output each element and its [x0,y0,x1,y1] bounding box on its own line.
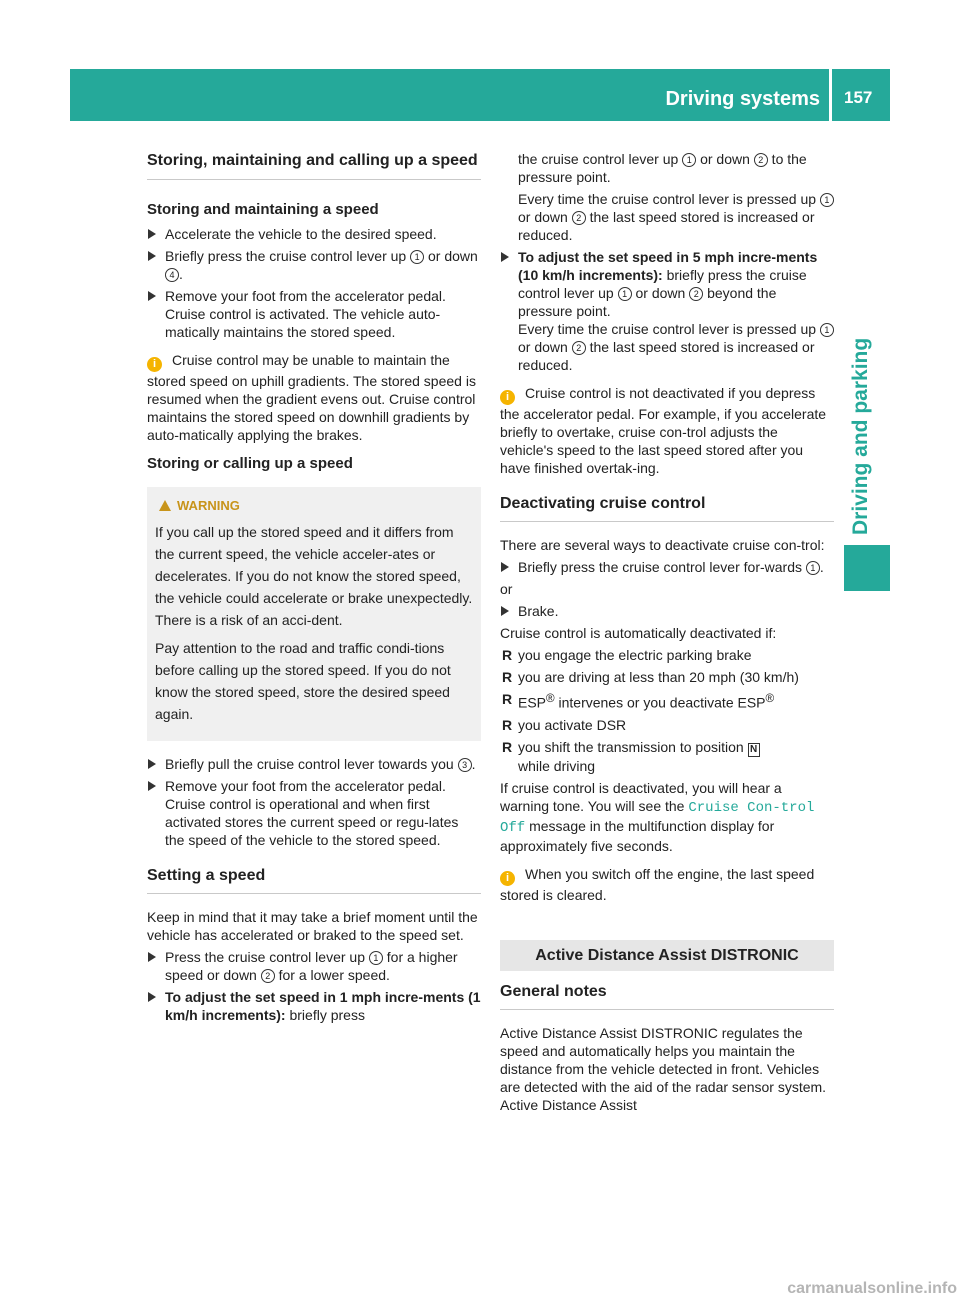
or-text: or [500,581,513,597]
step: Briefly press the cruise control lever for-wards 1 . [500,558,834,576]
info-icon: i [500,871,515,886]
info-icon: i [147,357,162,372]
section-title: Storing, maintaining and calling up a speed [147,150,481,180]
list-item: R you shift the transmission to position N while driving [500,738,834,775]
number-2-icon: 2 [261,969,275,983]
header-divider [829,69,832,121]
arrow-icon [501,252,509,262]
registered-mark: ® [546,692,555,705]
step: Remove your foot from the accelerator pedal. Cruise control is activated. The vehicle auto-matically maintains the stored speed. [147,287,481,341]
step: Press the cruise control lever up 1 for a higher speed or down 2 for a lower speed. [147,948,481,984]
warning-header: WARNING [155,497,473,515]
arrow-icon [148,952,156,962]
number-1-icon: 1 [369,951,383,965]
list-item: R you are driving at less than 20 mph (30 km/h) [502,669,799,685]
chapter-title: Driving systems [665,88,820,110]
arrow-icon [148,251,156,261]
step: Briefly pull the cruise control lever towards you 3 . [147,755,481,773]
info-note: i Cruise control is not deactivated if you depress the accelerator pedal. For example, if you accelerate briefly to overtake, cruise con-trol adjusts the vehicle's speed to the last speed stored after you have finished overtak-ing. [500,385,827,476]
step: To adjust the set speed in 1 mph incre-ments (1 km/h increments): briefly press [147,988,481,1024]
watermark: carmanualsonline.info [787,1280,957,1297]
number-2-icon: 2 [689,287,703,301]
display-message: Cruise Con-trol Off [500,799,815,836]
list-item: R ESP® intervenes or you deactivate ESP® [502,691,775,711]
side-tab [844,295,874,535]
number-3-icon: 3 [458,758,472,772]
number-1-icon: 1 [806,561,820,575]
number-1-icon: 1 [618,287,632,301]
section-setting-speed: Setting a speed [147,865,481,894]
step: To adjust the set speed in 5 mph incre-ments (10 km/h increments): briefly press the cruise control lever up 1 or down 2 beyond the pressure point. Every time the cruise control lever is pressed up 1 or down 2 the last speed stored is increased or reduced. [500,248,834,374]
warning-text: If you call up the stored speed and it differs from the current speed, the vehicle acceler-ates or decelerates. If you do not know the stored speed, the vehicle could accelerate or brake unexpectedly. There is a risk of an acci-dent. [155,524,473,628]
arrow-icon [501,606,509,616]
section-deactivating: Deactivating cruise control [500,493,834,522]
paragraph: Active Distance Assist DISTRONIC regulates the speed and automatically helps you maintain the distance from the vehicle detected in front. Vehicles are detected with the aid of the radar sensor system. Active Distance Assist [500,1024,827,1113]
step: Briefly press the cruise control lever up 1 or down 4 . [147,247,481,283]
subheading-storing: Storing and maintaining a speed [147,201,379,218]
arrow-icon [148,992,156,1002]
side-tab-marker [844,545,890,591]
info-icon: i [500,390,515,405]
step: Accelerate the vehicle to the desired speed. [147,225,481,243]
paragraph: If cruise control is deactivated, you will hear a warning tone. You will see the Cruise Con-trol Off message in the multifunction display for approximately five seconds. [500,779,815,854]
section-general-notes: General notes [500,981,834,1010]
number-2-icon: 2 [754,153,768,167]
warning-icon [159,500,171,511]
arrow-icon [501,562,509,572]
arrow-icon [148,781,156,791]
paragraph: Cruise control is automatically deactivated if: [500,625,777,641]
arrow-icon [148,229,156,239]
side-tab-label: Driving and parking [849,337,872,535]
info-note: i Cruise control may be unable to maintain the stored speed on uphill gradients. The stored speed is resumed when the gradient evens out. Cruise control maintains the stored speed on downhill gradients by auto-matically applying the brakes. [147,352,476,443]
number-2-icon: 2 [572,341,586,355]
info-note: i When you switch off the engine, the last speed stored is cleared. [500,865,815,903]
step-continuation: the cruise control lever up 1 or down 2 to the pressure point. Every time the cruise control lever is pressed up 1 or down 2 the last speed stored is increased or reduced. [500,150,834,244]
step: Brake. [500,602,834,620]
header-bar [70,69,890,121]
arrow-icon [148,759,156,769]
page-number: 157 [844,88,873,107]
number-1-icon: 1 [410,250,424,264]
step: Remove your foot from the accelerator pedal. Cruise control is operational and when first activated stores the current speed or regu-lates the speed of the vehicle to the stored speed. [147,777,481,849]
right-column [500,150,834,1118]
number-1-icon: 1 [820,323,834,337]
gear-n-icon: N [748,743,760,757]
warning-box [147,487,481,741]
list-item: R you activate DSR [502,716,627,733]
number-4-icon: 4 [165,268,179,282]
registered-mark: ® [765,692,775,705]
arrow-icon [148,291,156,301]
shaded-section-title: Active Distance Assist DISTRONIC [500,940,834,971]
left-column [147,150,481,1028]
paragraph: Keep in mind that it may take a brief moment until the vehicle has accelerated or braked to the speed set. [147,909,478,943]
paragraph: There are several ways to deactivate cruise con-trol: [500,537,825,553]
list-item: R you engage the electric parking brake [502,647,752,663]
subheading-calling: Storing or calling up a speed [147,455,353,472]
number-1-icon: 1 [682,153,696,167]
number-2-icon: 2 [572,211,586,225]
warning-text: Pay attention to the road and traffic condi-tions before calling up the stored speed. If you do not know the stored speed, store the desired speed again. [155,640,451,722]
number-1-icon: 1 [820,193,834,207]
